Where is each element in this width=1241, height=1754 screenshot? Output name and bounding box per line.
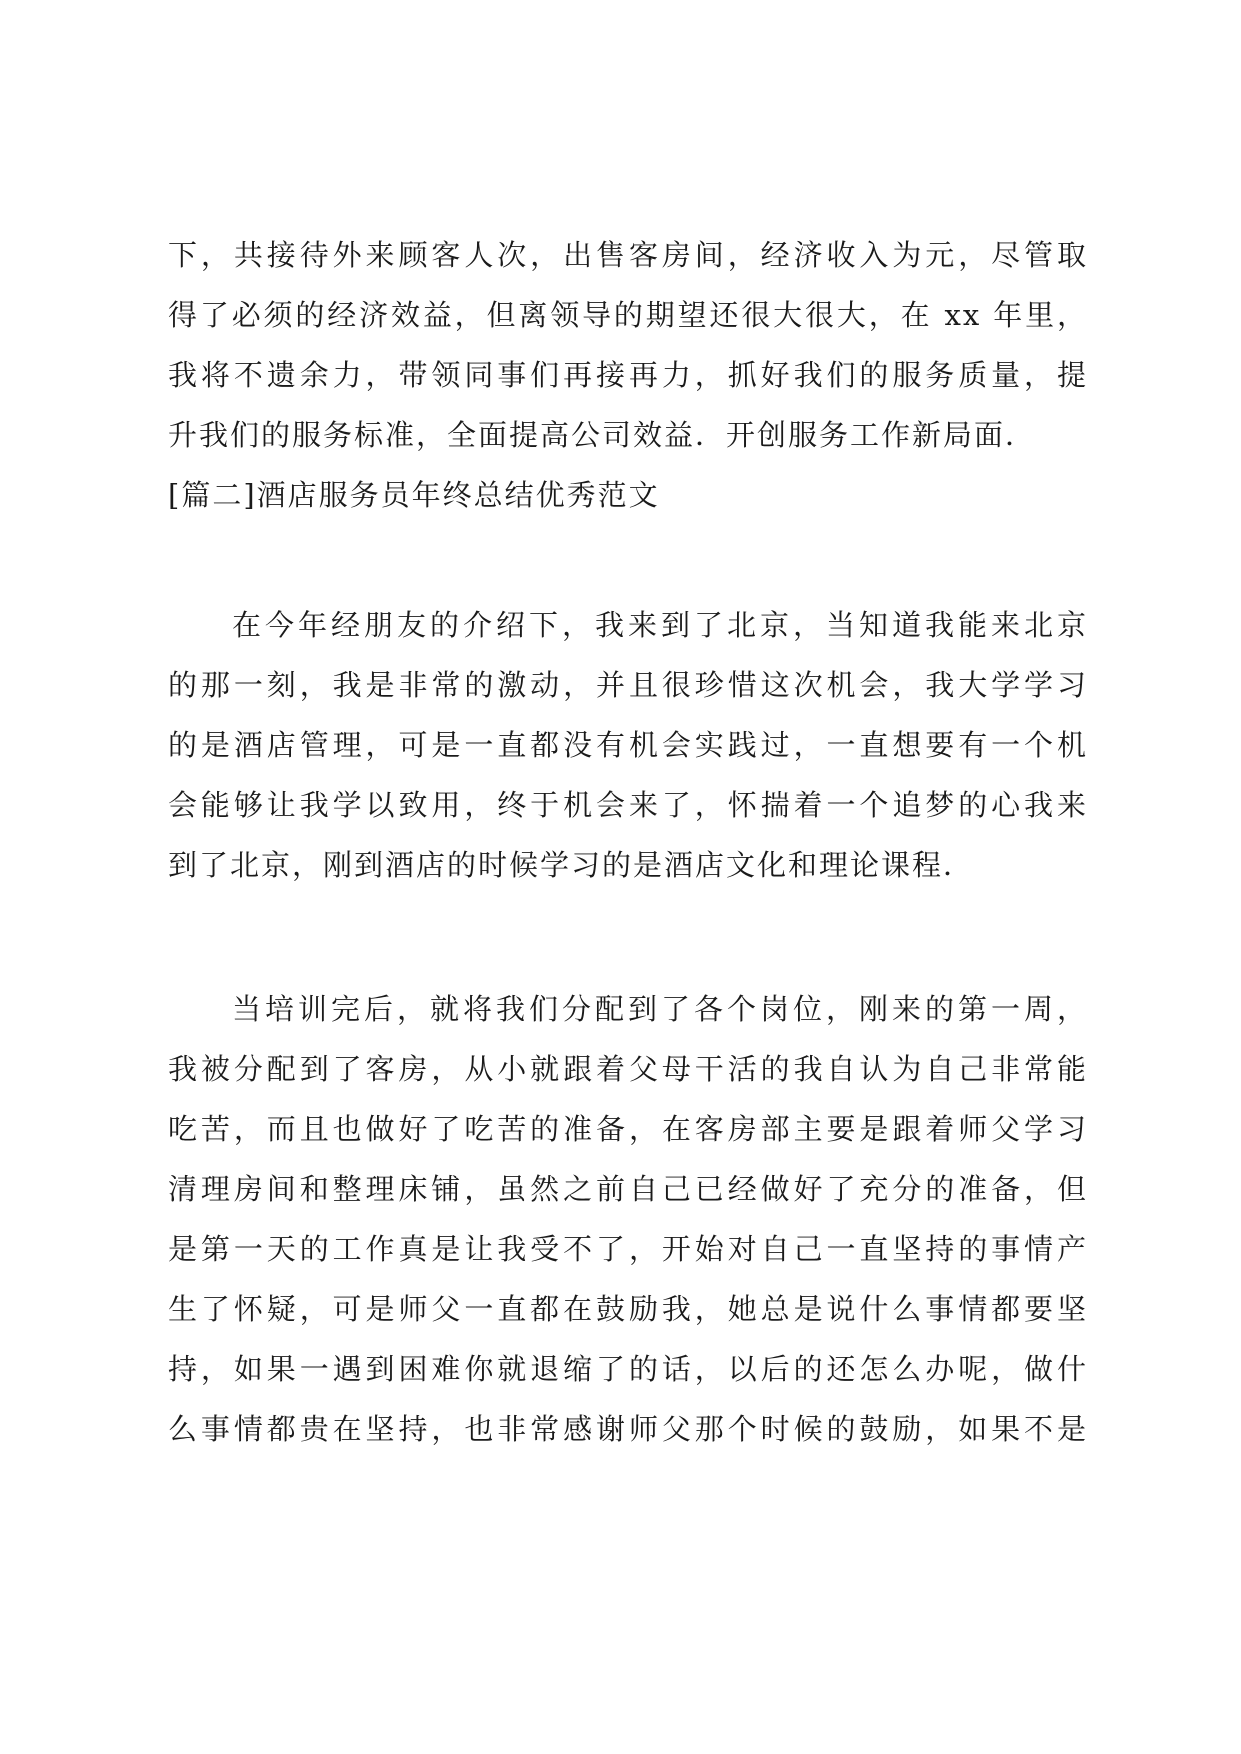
text-line: 生了怀疑，可是师父一直都在鼓励我，她总是说什么事情都要坚 [168, 1292, 1088, 1326]
text-line: 下，共接待外来顾客人次，出售客房间，经济收入为元，尽管取 [168, 238, 1088, 272]
text-line: 持，如果一遇到困难你就退缩了的话，以后的还怎么办呢，做什 [168, 1352, 1088, 1386]
text-line: 当培训完后，就将我们分配到了各个岗位，刚来的第一周， [232, 992, 1088, 1026]
section-heading: [篇二]酒店服务员年终总结优秀范文 [168, 478, 660, 512]
text-line: 吃苦，而且也做好了吃苦的准备，在客房部主要是跟着师父学习 [168, 1112, 1088, 1146]
paragraph-2 [168, 979, 1088, 1459]
text-line: 的那一刻，我是非常的激动，并且很珍惜这次机会，我大学学习 [168, 668, 1088, 702]
text-line: 在今年经朋友的介绍下，我来到了北京，当知道我能来北京 [232, 608, 1088, 642]
text-line: 到了北京，刚到酒店的时候学习的是酒店文化和理论课程． [168, 848, 975, 882]
text-line: 我将不遗余力，带领同事们再接再力，抓好我们的服务质量，提 [168, 358, 1088, 392]
text-line: 会能够让我学以致用，终于机会来了，怀揣着一个追梦的心我来 [168, 788, 1088, 822]
text-line: 我被分配到了客房，从小就跟着父母干活的我自认为自己非常能 [168, 1052, 1088, 1086]
paragraph-continuation [168, 225, 1088, 525]
text-line: 么事情都贵在坚持，也非常感谢师父那个时候的鼓励，如果不是 [168, 1412, 1088, 1446]
text-line: 清理房间和整理床铺，虽然之前自己已经做好了充分的准备，但 [168, 1172, 1088, 1206]
paragraph-1 [168, 595, 1088, 895]
text-line: 是第一天的工作真是让我受不了，开始对自己一直坚持的事情产 [168, 1232, 1088, 1266]
text-line: 得了必须的经济效益，但离领导的期望还很大很大，在 xx 年里， [168, 298, 1088, 332]
text-line: 的是酒店管理，可是一直都没有机会实践过，一直想要有一个机 [168, 728, 1088, 762]
text-line: 升我们的服务标准，全面提高公司效益．开创服务工作新局面． [168, 418, 1037, 452]
